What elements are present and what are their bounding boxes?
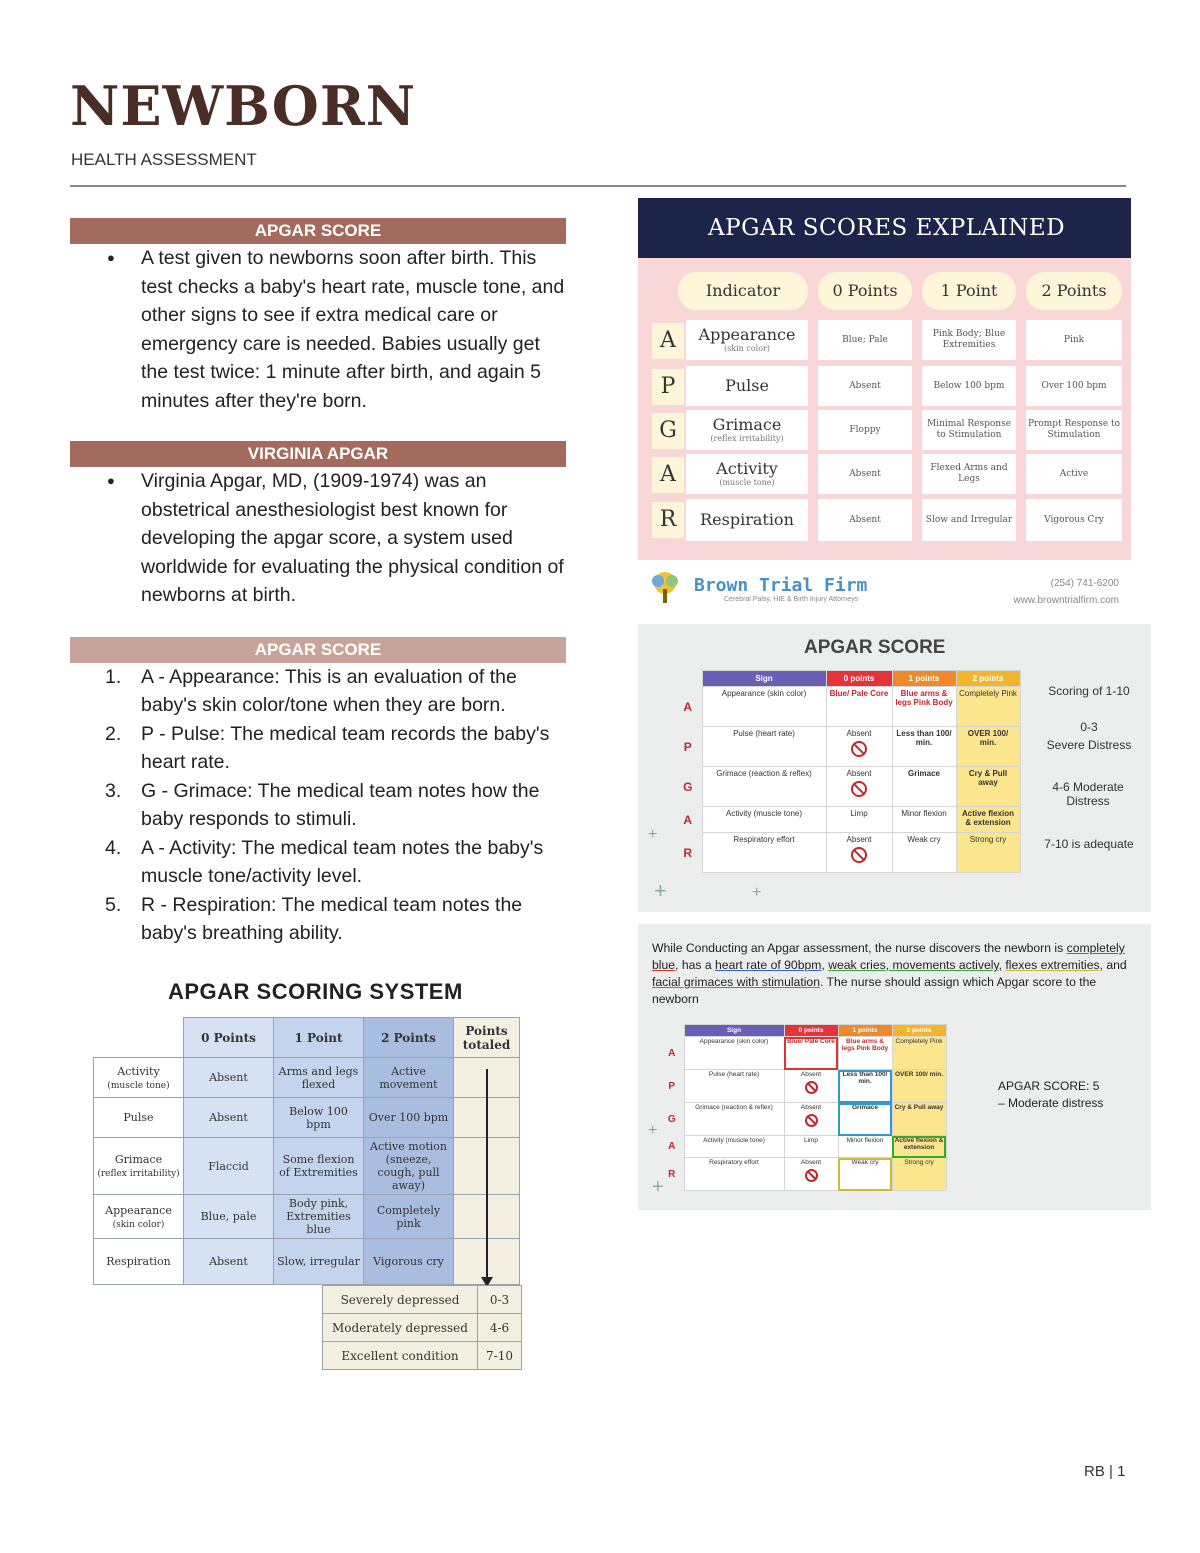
table-header: 1 Point <box>274 1018 364 1058</box>
apgar-score-table: Sign 0 points 1 points 2 points A Appearance (skin color) Blue/ Pale Core Blue arms & legs Pink Body Completely Pink P Pulse (heart rate) Absent Less than 100/ min. OVER 100/ min. G Grimace (reaction & reflex) Absent Grimace Cry & Pull away A Activity (muscle tone) Limp Minor flexion Active flexion & extension R Respiratory effort Absent Weak cry Strong cry <box>674 670 1021 873</box>
table-row: Grimace (reflex irritability) Flaccid Some flexion of Extremities Active motion (sneeze, cough, pull away) <box>94 1138 520 1195</box>
list-item: 2. P - Pulse: The medical team records the baby's heart rate. <box>105 722 550 773</box>
table-row: A Appearance (skin color) Blue/ Pale Core Blue arms & legs Pink Body Completely Pink <box>660 1037 946 1070</box>
table-row: Respiration Absent Slow, irregular Vigorous cry <box>94 1239 520 1285</box>
figure-title: APGAR SCORE <box>804 637 946 658</box>
prohibited-icon <box>805 1114 818 1127</box>
plus-decoration-icon: + <box>648 1122 658 1139</box>
question-text: While Conducting an Apgar assessment, the nurse discovers the newborn is completely blue, has a heart rate of 90bpm, weak cries, movements actively, flexes extremities, and facial grimaces with stimulation. The nurse should assign which Apgar score to the newborn <box>652 941 1127 1006</box>
plus-decoration-icon: + <box>648 826 658 843</box>
table-row: A Appearance (skin color) Blue/ Pale Core Blue arms & legs Pink Body Completely Pink <box>674 687 1020 727</box>
section-band-virginia-apgar: VIRGINIA APGAR <box>70 441 566 467</box>
table-header: 2 Points <box>1026 272 1122 310</box>
apgar-definition-list <box>70 244 566 415</box>
table-row: P Pulse (heart rate) Absent Less than 100/ min. OVER 100/ min. <box>660 1070 946 1103</box>
list-item: 4. A - Activity: The medical team notes the baby's muscle tone/activity level. <box>105 836 544 887</box>
plus-decoration-icon: + <box>652 1176 664 1198</box>
plus-decoration-icon: + <box>654 878 667 903</box>
answer-text: APGAR SCORE: 5 – Moderate distress <box>998 1079 1104 1110</box>
prohibited-icon <box>851 847 867 863</box>
table-header: 0 Points <box>184 1018 274 1058</box>
figure-title: APGAR SCORES EXPLAINED <box>638 198 1131 258</box>
table-header: 1 Point <box>922 272 1016 310</box>
table-row: Activity (muscle tone) Absent Arms and legs flexed Active movement <box>94 1058 520 1098</box>
prohibited-icon <box>851 741 867 757</box>
total-arrow <box>486 1069 488 1279</box>
table-row: G Grimace (reaction & reflex) Absent Grimace Cry & Pull away <box>660 1103 946 1136</box>
table-row: A Activity (muscle tone) Limp Minor flexion Active flexion & extension <box>660 1136 946 1158</box>
table-row: R Respiratory effort Absent Weak cry Strong cry <box>674 833 1020 873</box>
section-band-apgar-criteria: APGAR SCORE <box>70 637 566 663</box>
table-row: Pulse Absent Below 100 bpm Over 100 bpm <box>94 1098 520 1138</box>
tree-logo-icon <box>646 569 684 607</box>
apgar-score-figure: APGAR SCORE Sign 0 points 1 points 2 points A Appearance (skin color) Blue/ Pale Core Blue arms & legs Pink Body Completely Pink P Pulse (heart rate) Absent Less than 100/ min. OVER 100/ min. G Grimace (reaction & reflex) Absent Grimace Cry & Pull away A Activity (muscle tone) Limp Minor flexion Active flexion & extension R Respiratory effort Absent Weak cry Strong cry Scoring of 1-10 0-3 Severe Distress 4-6 Moderate Distress 7-10 is adequate + + + <box>638 624 1151 912</box>
table-row: A Activity (muscle tone) Limp Minor flexion Active flexion & extension <box>674 807 1020 833</box>
table-header: 0 Points <box>818 272 912 310</box>
page-title: NEWBORN <box>70 74 417 138</box>
page-subtitle: HEALTH ASSESSMENT <box>71 150 257 169</box>
virginia-apgar-list <box>70 467 566 610</box>
table-header: Points totaled <box>454 1018 520 1058</box>
table-row: P Pulse (heart rate) Absent Less than 100/ min. OVER 100/ min. <box>674 727 1020 767</box>
apgar-scoring-system-figure <box>90 975 530 1380</box>
plus-decoration-icon: + <box>752 884 762 901</box>
scoring-table <box>93 1017 520 1285</box>
apgar-score-table: Sign 0 points 1 points 2 points A Appearance (skin color) Blue/ Pale Core Blue arms & legs Pink Body Completely Pink P Pulse (heart rate) Absent Less than 100/ min. OVER 100/ min. G Grimace (reaction & reflex) Absent Grimace Cry & Pull away A Activity (muscle tone) Limp Minor flexion Active flexion & extension R Respiratory effort Absent Weak cry Strong cry <box>660 1024 947 1191</box>
table-row: Appearance (skin color) Blue, pale Body pink, Extremities blue Completely pink <box>94 1195 520 1239</box>
apgar-criteria-list <box>70 663 566 948</box>
prohibited-icon <box>805 1169 818 1182</box>
list-item: 3. G - Grimace: The medical team notes how the baby responds to stimuli. <box>105 779 540 830</box>
prohibited-icon <box>851 781 867 797</box>
table-header: 2 Points <box>364 1018 454 1058</box>
table-row: R Respiratory effort Absent Weak cry Strong cry <box>660 1158 946 1191</box>
firm-url: www.browntrialfirm.com <box>1013 595 1119 606</box>
table-row: Moderately depressed 4-6 <box>323 1314 522 1342</box>
results-table <box>322 1285 522 1370</box>
list-item: 5. R - Respiration: The medical team notes the baby's breathing ability. <box>105 893 523 944</box>
page-footer: RB | 1 <box>1084 1463 1126 1480</box>
apgar-scores-explained-figure: APGAR SCORES EXPLAINED Indicator 0 Points 1 Point 2 Points A Appearance (skin color) Blue; Pale Pink Body; Blue Extremities Pink P Pulse Absent Below 100 bpm Over 100 bpm G Grimace (reflex irritability) Floppy Minimal Response to Stimulation Prompt Response to Stimulation A Activity (muscle tone) Absent Flexed Arms and Legs Active R Respiration Absent Slow and Irregular Vigorous Cry <box>638 198 1131 560</box>
firm-phone: (254) 741-6200 <box>1050 578 1119 589</box>
firm-tagline: Cerebral Palsy, HIE & Birth Injury Attorneys <box>724 596 859 603</box>
header-divider <box>70 185 1126 187</box>
firm-name: Brown Trial Firm <box>694 575 868 596</box>
table-row: Severely depressed 0-3 <box>323 1286 522 1314</box>
left-column <box>70 218 566 948</box>
list-item: ● A test given to newborns soon after birth. This test checks a baby's heart rate, muscle tone, and other signs to see if extra medical care or emergency care is needed. Babies usually get the test twice: 1 minute after birth, and again 5 minutes after they're born. <box>70 244 566 415</box>
figure-title: APGAR SCORING SYSTEM <box>168 979 463 1004</box>
firm-banner <box>638 565 1131 615</box>
table-header: Indicator <box>678 272 808 310</box>
table-row: G Grimace (reaction & reflex) Absent Grimace Cry & Pull away <box>674 767 1020 807</box>
table-row: Excellent condition 7-10 <box>323 1342 522 1370</box>
list-item: ● Virginia Apgar, MD, (1909-1974) was an obstetrical anesthesiologist best known for developing the apgar score, a system used worldwide for evaluating the physical condition of newborns at birth. <box>70 467 566 610</box>
apgar-question-figure <box>638 924 1151 1210</box>
prohibited-icon <box>805 1081 818 1094</box>
section-band-apgar-score: APGAR SCORE <box>70 218 566 244</box>
list-item: 1. A - Appearance: This is an evaluation of the baby's skin color/tone when they are born. <box>105 665 517 716</box>
